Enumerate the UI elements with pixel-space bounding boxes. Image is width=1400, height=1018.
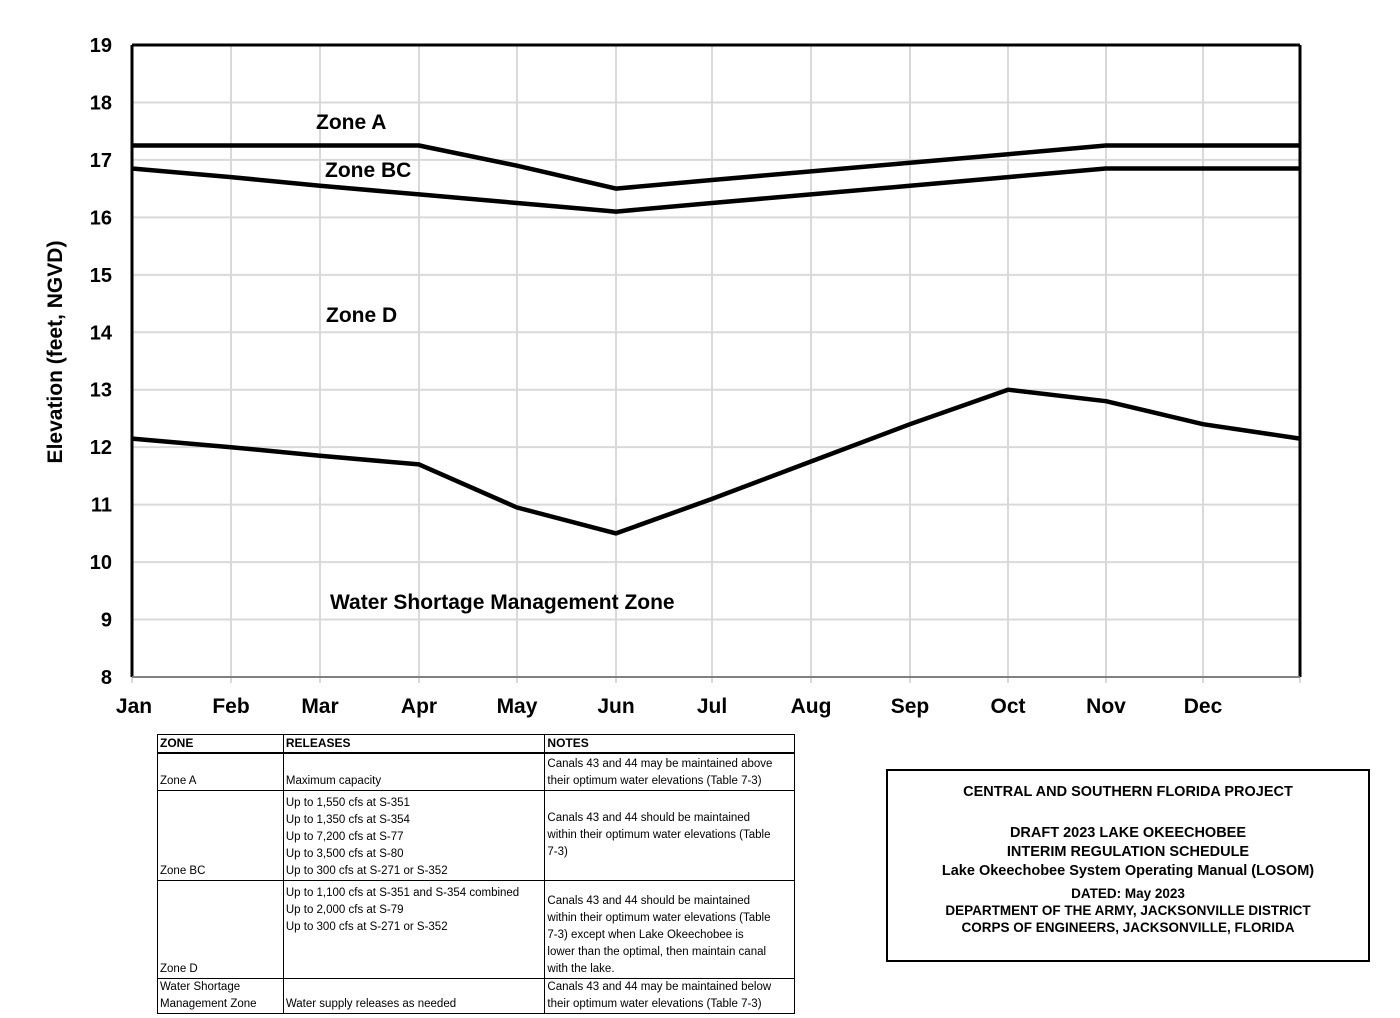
y-axis-label: Elevation (feet, NGVD) [44, 240, 67, 464]
zone-cell [158, 978, 284, 1013]
notes-cell [545, 790, 795, 880]
cell-line: Water supply releases as needed [285, 997, 457, 1010]
x-tick-label: May [496, 695, 538, 718]
zone-a-label: Zone A [316, 111, 387, 134]
zone-cell [158, 753, 284, 790]
cell-line: Up to 1,350 cfs at S-354 [285, 813, 410, 826]
cell-line: within their optimum water elevations (Table [547, 828, 771, 841]
cell-line: Up to 1,550 cfs at S-351 [285, 796, 410, 809]
cell-line: Water Shortage [160, 980, 241, 993]
table-row [158, 753, 795, 790]
series-line-1 [132, 169, 1300, 212]
x-tick-label: Oct [990, 695, 1026, 718]
notes-cell [545, 880, 795, 978]
zone-releases-table [157, 734, 795, 1014]
y-tick-label: 16 [89, 207, 112, 230]
schedule-title-line1: DRAFT 2023 LAKE OKEECHOBEE [1009, 825, 1247, 841]
cell-line: Zone D [160, 962, 198, 975]
cell-line: Management Zone [160, 997, 257, 1010]
series-line-2 [132, 390, 1300, 534]
y-tick-label: 19 [89, 35, 112, 57]
project-name: CENTRAL AND SOUTHERN FLORIDA PROJECT [963, 784, 1293, 800]
table-row [158, 790, 795, 880]
notes-cell [545, 978, 795, 1013]
y-tick-label: 15 [89, 264, 112, 287]
table-row [158, 880, 795, 978]
x-tick-label: Jun [597, 695, 635, 718]
chart-gridlines [132, 45, 1300, 683]
cell-line: Up to 2,000 cfs at S-79 [285, 903, 404, 916]
table-row [158, 978, 795, 1013]
x-tick-label: Apr [400, 695, 438, 718]
title-block [886, 769, 1370, 962]
zone-bc-label: Zone BC [325, 159, 412, 182]
zone-cell [158, 790, 284, 880]
cell-line: Up to 300 cfs at S-271 or S-352 [285, 920, 448, 933]
cell-line: Up to 3,500 cfs at S-80 [285, 847, 404, 860]
cell-line: their optimum water elevations (Table 7-3) [547, 774, 762, 787]
cell-line: Up to 300 cfs at S-271 or S-352 [285, 864, 448, 877]
x-tick-label: Dec [1183, 695, 1223, 718]
chart-axes [132, 45, 1300, 677]
releases-cell [283, 790, 545, 880]
schedule-title-line2: INTERIM REGULATION SCHEDULE [1006, 844, 1250, 860]
releases-cell [283, 880, 545, 978]
y-tick-label: 18 [89, 92, 112, 115]
dated-line: DATED: May 2023 [1071, 886, 1185, 901]
header-zone: ZONE [158, 735, 284, 754]
cell-line: 7-3) except when Lake Okeechobee is [547, 928, 744, 941]
cell-line: Zone A [160, 774, 197, 787]
cell-line: within their optimum water elevations (Table [547, 911, 771, 924]
header-releases: RELEASES [283, 735, 545, 754]
cell-line: Zone BC [160, 864, 206, 877]
water-shortage-zone-label: Water Shortage Management Zone [330, 591, 675, 614]
y-axis-ticks [90, 35, 113, 689]
table-header-row [158, 735, 795, 754]
cell-line: lower than the optimal, then maintain canal [547, 945, 767, 958]
y-tick-label: 13 [89, 379, 112, 402]
zone-cell [158, 880, 284, 978]
y-tick-label: 10 [89, 552, 112, 575]
department-line: DEPARTMENT OF THE ARMY, JACKSONVILLE DISTRICT [945, 903, 1311, 918]
cell-line: Up to 7,200 cfs at S-77 [285, 830, 404, 843]
cell-line: Canals 43 and 44 may be maintained above [547, 757, 773, 770]
zone-d-label: Zone D [326, 304, 398, 327]
x-tick-label: Sep [890, 695, 930, 718]
cell-line: 7-3) [547, 845, 568, 858]
y-tick-label: 14 [89, 322, 112, 345]
cell-line: Canals 43 and 44 should be maintained [547, 894, 751, 907]
cell-line: with the lake. [547, 962, 615, 975]
releases-cell [283, 753, 545, 790]
chart-series [132, 146, 1300, 534]
y-tick-label: 8 [100, 667, 112, 689]
x-tick-label: Mar [301, 695, 339, 718]
y-tick-label: 12 [89, 437, 112, 460]
y-tick-label: 9 [100, 609, 112, 632]
y-tick-label: 17 [89, 149, 112, 172]
cell-line: Up to 1,100 cfs at S-351 and S-354 combined [285, 886, 520, 899]
releases-cell [283, 978, 545, 1013]
header-notes: NOTES [545, 735, 795, 754]
x-axis-ticks [116, 695, 1223, 718]
y-tick-label: 11 [90, 494, 112, 517]
cell-line: Maximum capacity [285, 774, 382, 787]
x-tick-label: Jan [115, 695, 153, 718]
manual-name: Lake Okeechobee System Operating Manual (LOSOM) [941, 863, 1315, 879]
corps-line: CORPS OF ENGINEERS, JACKSONVILLE, FLORIDA [961, 920, 1295, 935]
cell-line: their optimum water elevations (Table 7-3) [547, 997, 762, 1010]
x-tick-label: Aug [790, 695, 832, 718]
cell-line: Canals 43 and 44 should be maintained [547, 811, 751, 824]
notes-cell [545, 753, 795, 790]
x-tick-label: Jul [696, 695, 728, 718]
x-tick-label: Feb [212, 695, 250, 718]
x-tick-label: Nov [1086, 695, 1126, 718]
cell-line: Canals 43 and 44 may be maintained below [547, 980, 772, 993]
